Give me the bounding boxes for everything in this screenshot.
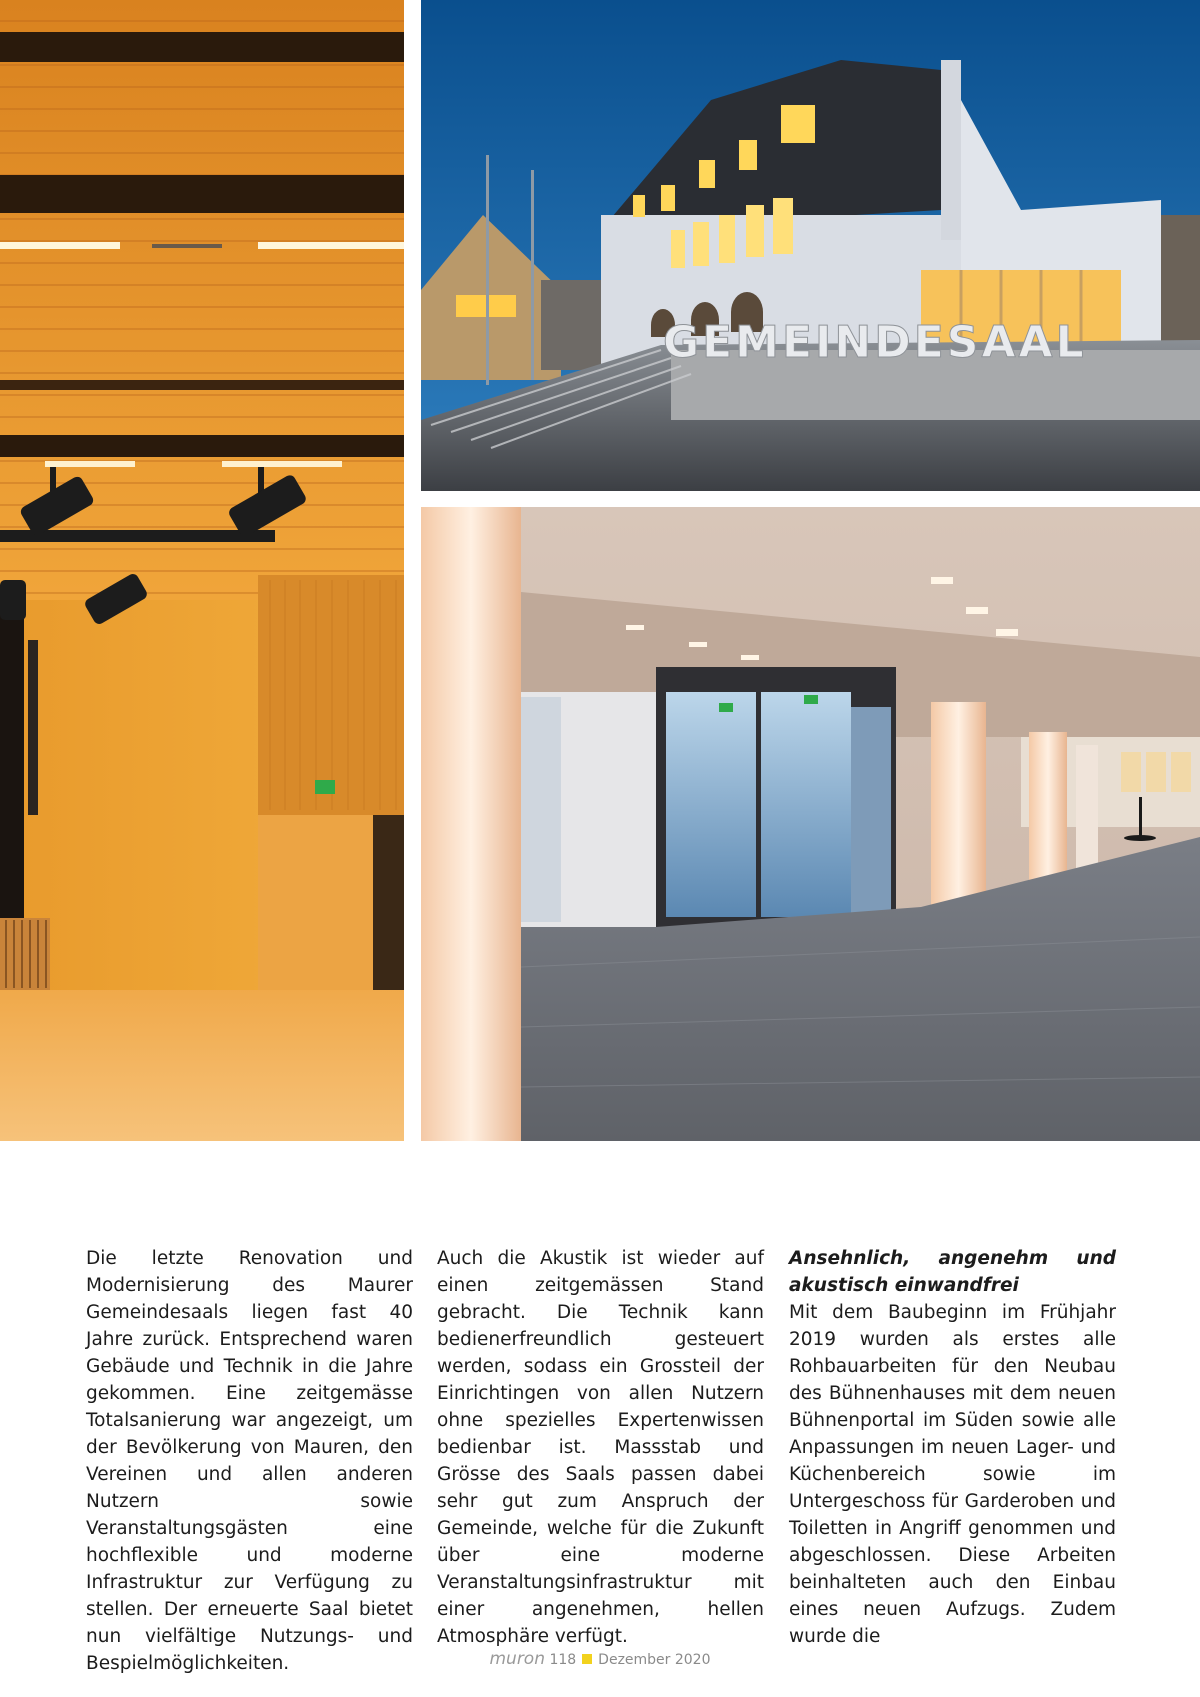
issue-date: Dezember 2020 [598, 1652, 711, 1668]
photo-foyer-interior [421, 507, 1200, 1141]
article-column-1 [86, 1245, 413, 1677]
photo-stage-interior [0, 0, 404, 1141]
article-subheading: Ansehnlich, angenehm und akustisch einwandfrei [789, 1248, 1116, 1296]
yellow-square-icon [582, 1654, 592, 1664]
gemeindesaal-sign: GEMEINDESAAL [663, 317, 1087, 368]
article-column-3 [789, 1245, 1116, 1650]
article-paragraph: Mit dem Baubeginn im Frühjahr 2019 wurden als erstes alle Rohbauarbeiten für den Neubau des Bühnenhauses mit dem neuen Bühnenportal im Süden sowie alle Anpassungen im neuen Lager- und Küchenbereich sowie im Untergeschoss für Garderoben und Toiletten in Angriff genommen und abgeschlossen. Diese Arbeiten beinhalteten auch den Einbau eines neuen Aufzugs. Zudem wurde die [789, 1302, 1116, 1647]
magazine-brand: muron [489, 1649, 545, 1669]
article-column-2 [437, 1245, 764, 1650]
article-paragraph: Die letzte Renovation und Modernisierung des Maurer Gemeindesaals liegen fast 40 Jahre zurück. Entsprechend waren Gebäude und Technik in die Jahre gekommen. Eine zeitgemässe Totalsanierung war angezeigt, um der Bevölkerung von Mauren, den Vereinen und allen anderen Nutzern sowie Veranstaltungsgästen eine hochflexible und moderne Infrastruktur zur Verfügung zu stellen. Der erneuerte Saal bietet nun vielfältige Nutzungs- und Bespielmöglichkeiten. [86, 1248, 413, 1674]
article-paragraph: Auch die Akustik ist wieder auf einen zeitgemässen Stand gebracht. Die Technik kann bedienerfreundlich gesteuert werden, sodass ein Grossteil der Einrichtingen von allen Nutzern ohne spezielles Expertenwissen bedienbar ist. Massstab und Grösse des Saals passen dabei sehr gut zum Anspruch der Gemeinde, welche für die Zukunft über eine moderne Veranstaltungsinfrastruktur mit einer angenehmen, hellen Atmosphäre verfügt. [437, 1248, 764, 1647]
issue-number: 118 [549, 1652, 577, 1668]
page-footer [0, 1649, 1200, 1669]
photo-building-exterior-night [421, 0, 1200, 491]
